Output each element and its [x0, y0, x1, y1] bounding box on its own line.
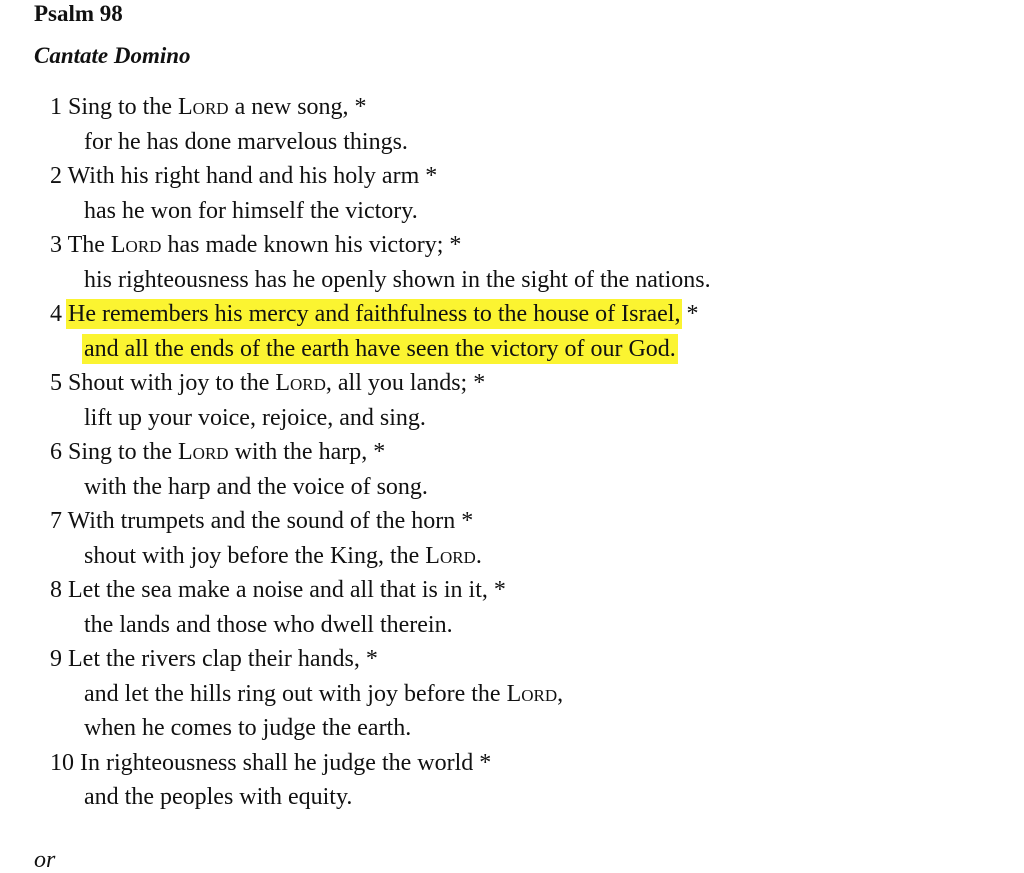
verse-text-segment: , — [557, 680, 564, 707]
verse-number: 6 — [50, 439, 62, 465]
verse-line — [50, 366, 1024, 401]
highlighted-text — [84, 336, 676, 362]
verse-line — [50, 711, 1024, 746]
verse-text-segment: With trumpets and the sound of the horn * — [67, 508, 474, 534]
verse-text-segment: a new song, * — [228, 94, 367, 120]
verse-text — [84, 129, 408, 155]
verse-text — [84, 474, 428, 500]
verse-text — [68, 232, 462, 258]
verse-10 — [50, 746, 1024, 815]
verse-text — [68, 577, 506, 603]
verse-text-segment: With his right hand and his holy arm * — [67, 163, 438, 189]
verse-line — [50, 263, 1024, 298]
verse-line — [50, 90, 1024, 125]
verse-7 — [50, 504, 1024, 573]
verse-text — [84, 267, 711, 293]
lord-smallcaps: Lord — [178, 439, 229, 465]
verse-number: 4 — [50, 301, 62, 327]
verse-text-segment: the lands and those who dwell therein. — [84, 611, 453, 638]
verse-text-segment: has made known his victory; * — [161, 232, 462, 258]
verse-text-segment: Let the rivers clap their hands, * — [68, 646, 378, 672]
verse-text-segment: shout with joy before the King, the — [84, 542, 426, 569]
verse-number: 2 — [50, 163, 62, 189]
verse-line — [50, 401, 1024, 436]
verse-text-segment: with the harp, * — [228, 439, 386, 465]
verse-number: 9 — [50, 646, 62, 672]
verse-text-segment: and let the hills ring out with joy before the — [84, 680, 507, 707]
verse-line — [50, 573, 1024, 608]
psalm-subtitle: Cantate Domino — [34, 43, 191, 68]
verse-text-segment: and the peoples with equity. — [84, 784, 353, 810]
verse-number: 10 — [50, 749, 74, 776]
verse-line — [50, 642, 1024, 677]
verse-text-segment: with the harp and the voice of song. — [84, 473, 428, 500]
lord-smallcaps: Lord — [178, 94, 229, 120]
verse-3 — [50, 228, 1024, 297]
verse-text — [68, 163, 438, 189]
verse-text-segment: Shout with joy to the — [68, 370, 276, 396]
verse-line — [50, 746, 1024, 781]
verse-text — [68, 94, 367, 120]
verse-number: 7 — [50, 508, 62, 534]
verse-5 — [50, 366, 1024, 435]
verse-number: 1 — [50, 94, 62, 120]
verse-text — [84, 543, 482, 569]
verse-text-segment: and all the ends of the earth have seen the victory of our God. — [84, 335, 676, 362]
verse-2 — [50, 159, 1024, 228]
verse-text-segment: lift up your voice, rejoice, and sing. — [84, 404, 426, 431]
verse-4 — [50, 297, 1024, 366]
lord-smallcaps: Lord — [110, 232, 162, 258]
verse-text-segment: has he won for himself the victory. — [84, 197, 418, 224]
verse-line — [50, 228, 1024, 263]
lord-smallcaps: Lord — [506, 680, 558, 707]
verse-text — [84, 405, 426, 431]
verse-9 — [50, 642, 1024, 746]
verse-number: 5 — [50, 370, 62, 396]
verse-text-segment: his righteousness has he openly shown in the sight of the nations. — [84, 266, 711, 293]
verse-text — [84, 784, 352, 810]
verse-text — [68, 508, 474, 534]
verse-line — [50, 504, 1024, 539]
verse-number: 8 — [50, 577, 62, 603]
verse-6 — [50, 435, 1024, 504]
verse-line — [50, 297, 1024, 332]
verse-text-segment: when he comes to judge the earth. — [84, 715, 412, 741]
verse-1 — [50, 90, 1024, 159]
verse-line — [50, 159, 1024, 194]
highlighted-text — [68, 301, 680, 327]
verse-line — [50, 780, 1024, 815]
verse-number: 3 — [50, 232, 62, 258]
verse-text-segment: Sing to the — [68, 439, 179, 465]
verse-line — [50, 677, 1024, 712]
verse-text-segment: He remembers his mercy and faithfulness to the house of Israel, — [68, 301, 681, 327]
verse-text-segment: Let the sea make a noise and all that is in it, * — [68, 577, 506, 603]
verse-line — [50, 435, 1024, 470]
verse-line — [50, 332, 1024, 367]
verse-text-segment: The — [67, 232, 111, 258]
verse-text-segment: , all you lands; * — [325, 370, 486, 396]
verse-line — [50, 608, 1024, 643]
verse-line — [50, 125, 1024, 160]
verse-list — [50, 90, 1024, 815]
verse-text — [68, 439, 385, 465]
verse-line — [50, 470, 1024, 505]
verse-text — [84, 715, 411, 741]
verse-text — [84, 681, 563, 707]
verse-text — [80, 750, 491, 776]
lord-smallcaps: Lord — [425, 542, 476, 569]
verse-8 — [50, 573, 1024, 642]
asterisk-mark: * — [680, 301, 699, 327]
verse-text-segment: . — [475, 542, 482, 569]
verse-line — [50, 194, 1024, 229]
verse-text — [68, 370, 485, 396]
verse-line — [50, 539, 1024, 574]
verse-text-segment: for he has done marvelous things. — [84, 128, 408, 155]
verse-text — [84, 612, 453, 638]
psalm-title: Psalm 98 — [34, 1, 123, 26]
cutoff-text: or — [34, 847, 56, 873]
lord-smallcaps: Lord — [275, 370, 326, 396]
verse-text-segment: Sing to the — [68, 94, 179, 120]
verse-text — [68, 646, 378, 672]
verse-text — [84, 198, 418, 224]
verse-text-segment: In righteousness shall he judge the world * — [80, 749, 492, 776]
